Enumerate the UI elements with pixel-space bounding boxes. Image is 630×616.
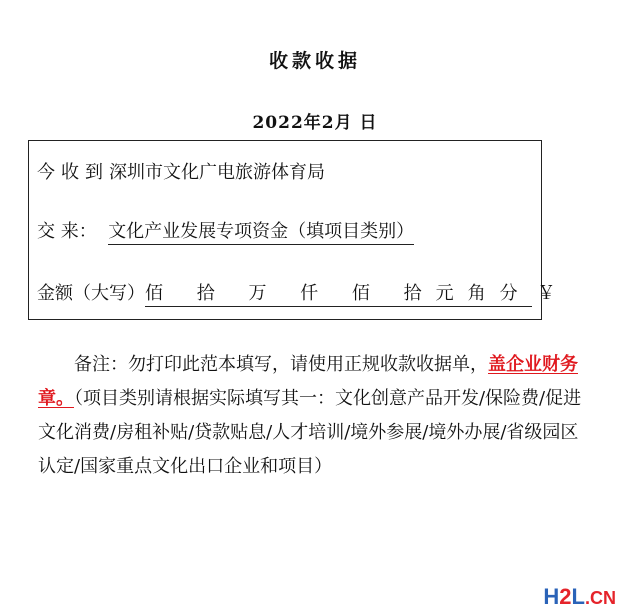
watermark-cn: .CN — [585, 588, 616, 608]
paid-for-value: 文化产业发展专项资金（填项目类别） — [108, 221, 414, 245]
note-suffix: （项目类别请根据实际填写其一：文化创意产品开发/保险费/促进文化消费/房租补贴/贷款贴息/人才培训/境外参展/境外办展/省级园区认定/国家重点文化出口企业和项目） — [38, 388, 582, 477]
receipt-date: 2022年2月 日 — [252, 113, 378, 133]
watermark-h: H — [543, 584, 560, 609]
paid-for-label: 交 来： — [37, 221, 97, 242]
currency-symbol: ￥ — [537, 283, 556, 304]
watermark-l: L — [571, 584, 585, 609]
received-from-label: 今收到 — [37, 162, 109, 183]
site-watermark-logo — [543, 584, 616, 610]
receipt-box — [28, 140, 556, 320]
amount-label: 金额（大写） — [37, 283, 145, 304]
note-highlight: 盖企业财务章。 — [38, 354, 578, 409]
amount-value: 佰 拾 万 仟 佰 拾元角分 — [145, 283, 532, 307]
note-paragraph — [38, 348, 586, 484]
receipt-title: 收款收据 — [268, 50, 361, 72]
received-from-row — [37, 158, 325, 184]
amount-row — [37, 279, 555, 305]
received-from-value: 深圳市文化广电旅游体育局 — [109, 162, 325, 183]
watermark-2: 2 — [559, 584, 572, 609]
note-prefix: 备注：勿打印此范本填写，请使用正规收款收据单， — [74, 354, 488, 375]
paid-for-row — [37, 217, 414, 243]
